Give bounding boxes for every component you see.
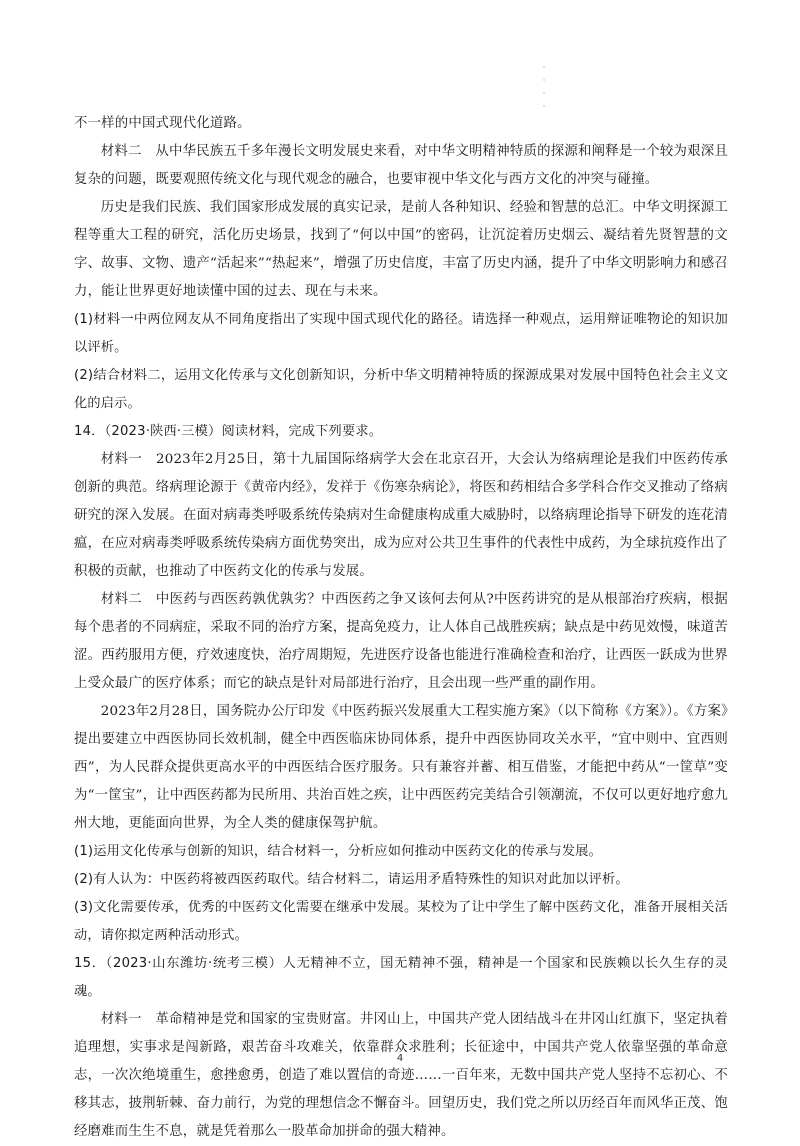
question-13-part-2: (2)结合材料二，运用文化传承与文化创新知识，分析中华文明精神特质的探源成果对发展中国特色社会主义文化的启示。 (74, 368, 728, 411)
paragraph-continuation: 不一样的中国式现代化道路。 (74, 116, 251, 131)
material-text: 中医药与西医药孰优孰劣？中西医药之争又该何去何从?中医药讲究的是从根部治疗疾病，根据每个患者的不同病症，采取不同的治疗方案，提高免疫力，让人体自己战胜疾病；缺点是中药见效慢，味道苦涩。西药服用方便，疗效速度快，治疗周期短，先进医疗设备也能进行准确检查和治疗，让西医一跃成为世界上受众最广的医疗体系；而它的缺点是针对局部进行治疗，且会出现一些严重的副作用。 (74, 592, 729, 691)
question-prompt: 人无精神不立，国无精神不强，精神是一个国家和民族赖以长久生存的灵魂。 (74, 956, 728, 999)
material-label: 材料二 (100, 144, 142, 159)
header-dot: · (542, 89, 546, 99)
header-dot: · (542, 63, 546, 73)
q14-material-one (74, 446, 728, 586)
material-text: 革命精神是党和国家的宝贵财富。井冈山上，中国共产党人团结战斗在井冈山红旗下，坚定执着追理想，实事求是闯新路，艰苦奋斗攻难关，依靠群众求胜利；长征途中，中国共产党人依靠坚强的革命意志，一次次绝境重生，愈挫愈勇，创造了难以置信的奇迹……一百年来，无数中国共产党人坚持不忘初心、不移其志，披荆斩棘、奋力前行，为党的理想信念不懈奋斗。回望历史，我们党之所以历经百年而风华正茂、饱经磨难而生生不息，就是凭着那么一股革命加拼命的强大精神。 (74, 1012, 728, 1139)
question-prompt: 阅读材料，完成下列要求。 (221, 424, 383, 439)
material-text: 从中华民族五千多年漫长文明发展史来看，对中华文明精神特质的探源和阐释是一个较为艰深且复杂的问题，既要观照传统文化与现代观念的融合，也要审视中华文化与西方文化的冲突与碰撞。 (74, 144, 728, 187)
material-text: 2023年2月25日，第十九届国际络病学大会在北京召开，大会认为络病理论是我们中医药传承创新的典范。络病理论源于《黄帝内经》，发祥于《伤寒杂病论》，将医和药相结合多学科合作交叉推动了络病研究的深入发展。在面对病毒类呼吸系统传染病对生命健康构成重大威胁时，以络病理论指导下研发的连花清瘟，在应对病毒类呼吸系统传染病方面优势突出，成为应对公共卫生事件的代表性中成药，为全球抗疫作出了积极的贡献，也推动了中医药文化的传承与发展。 (74, 452, 729, 579)
header-dot: · (542, 76, 546, 86)
history-paragraph: 历史是我们民族、我们国家形成发展的真实记录，是前人各种知识、经验和智慧的总汇。中华文明探源工程等重大工程的研究，活化历史场景，找到了“何以中国”的密码，让沉淀着历史烟云、凝结着先贤智慧的文字、故事、文物、遗产“活起来”“热起来”，增强了历史信度，丰富了历史内涵，提升了中华文明影响力和感召力，能让世界更好地读懂中国的过去、现在与未来。 (74, 200, 728, 299)
header-dot: · (542, 102, 546, 112)
material-label: 材料二 (100, 592, 143, 607)
question-number: 14． (74, 424, 105, 439)
question-source: （2023·陕西·三模） (104, 424, 222, 439)
q14-material-two-continued: 2023年2月28日，国务院办公厅印发《中医药振兴发展重大工程实施方案》（以下简称《方案》）。《方案》提出要建立中西医协同长效机制，健全中西医临床协同体系，提升中西医协同攻关水平，“宜中则中、宜西则西”，为人民群众提供更高水平的中西医结合医疗服务。只有兼容并蓄、相互借鉴，才能把中药从“一筐草”变为“一筐宝”，让中西医药都为民所用、共治百姓之疾，让中西医药完美结合引领潮流，不仅可以更好地疗愈九州大地，更能面向世界，为全人类的健康保驾护航。 (74, 704, 728, 831)
q14-material-two (74, 586, 728, 698)
question-14-part-2: (2)有人认为：中医药将被西医药取代。结合材料二，请运用矛盾特殊性的知识对此加以评析。 (74, 872, 629, 887)
question-13-part-1: (1)材料一中两位网友从不同角度指出了实现中国式现代化的路径。请选择一种观点，运用辩证唯物论的知识加以评析。 (74, 312, 728, 355)
question-14-part-1: (1)运用文化传承与创新的知识，结合材料一，分析应如何推动中医药文化的传承与发展。 (74, 844, 603, 859)
question-number: 15． (74, 956, 106, 971)
q15-material-one (74, 1006, 728, 1146)
document-body (74, 110, 728, 1146)
question-source: （2023·山东潍坊·统考三模） (105, 956, 283, 971)
page-number: 4 (396, 1053, 404, 1064)
material-two-paragraph (74, 138, 728, 194)
question-14-heading (74, 418, 728, 446)
material-label: 材料一 (100, 1012, 142, 1027)
header-dots (542, 62, 546, 114)
question-14-part-3: (3)文化需要传承，优秀的中医药文化需要在继承中发展。某校为了让中学生了解中医药文化，准备开展相关活动，请你拟定两种活动形式。 (74, 900, 728, 943)
question-15-heading (74, 950, 728, 1006)
material-label: 材料一 (100, 452, 143, 467)
